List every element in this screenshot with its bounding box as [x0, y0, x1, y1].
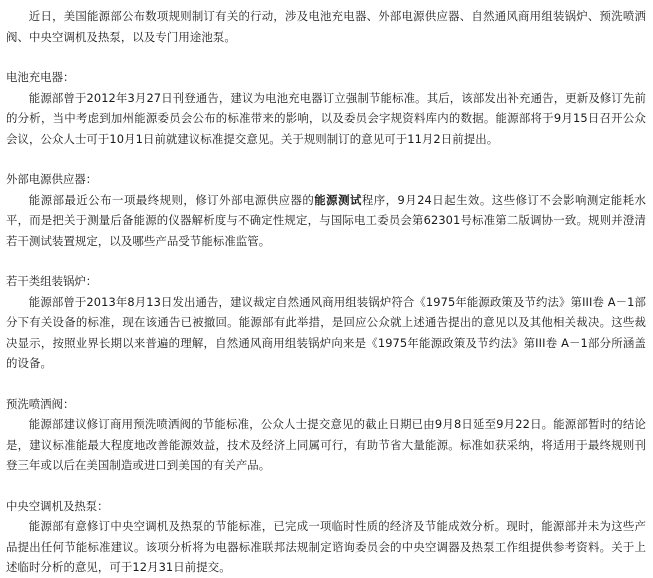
section-heading-battery-charger: 电池充电器：: [6, 70, 75, 84]
body-text-part: 能源部最近公布一项最终规则，修订外部电源供应器的: [28, 192, 315, 207]
section-heading-prerinse-spray-valves: 预洗喷洒阀：: [6, 396, 75, 411]
bold-term-energy-test: 能源测试: [314, 192, 362, 207]
section-body-external-power-supply: [6, 190, 646, 252]
section-body-battery-charger: 能源部曾于2012年3月27日刊登通告，建议为电池充电器订立强制节能标准。其后，该部发出补充通告，更新及修订先前的分析，当中考虑到加州能源委员会公布的标准带来的影响，以及委员会字规资料库内的数据。能源部将于9月15日召开公众会议，公众人士可于10月1日前就建议标准提交意见。关于规则制订的意见可于11月2日前提出。: [6, 90, 646, 146]
spacer: [6, 251, 646, 271]
intro-paragraph: 近日，美国能源部公布数项规则制订有关的行动，涉及电池充电器、外部电源供应器、自然通风商用组装锅炉、预洗喷洒阀、中央空调机及热泵，以及专门用途池泵。: [6, 9, 646, 44]
spacer: [6, 47, 646, 67]
section-body-packaged-boilers: 能源部曾于2013年8月13日发出通告，建议裁定自然通风商用组装锅炉符合《1975年能源政策及节约法》第III卷 A－1部分下有关设备的标准，现在该通告已被撤回。能源部有此举措，是回应公众就上述通告提出的意见以及其他相关裁决。这些裁决显示，按照业界长期以来普遍的理解，自然通风商用组装锅炉向来是《1975年能源政策及节约法》第III卷 A－1部分所涵盖的设备。: [6, 294, 646, 370]
section-heading-external-power-supply: 外部电源供应器：: [6, 172, 98, 186]
section-body-central-ac-heat-pumps: 能源部有意修订中央空调机及热泵的节能标准，已完成一项临时性质的经济及节能成效分析。现时，能源部并未为这些产品提出任何节能标准建议。该项分析将为电器标准联邦法规制定谘询委员会的中央空调器及热泵工作组提供参考资料。关于上述临时分析的意见，可于12月31日前提交。: [6, 519, 646, 574]
body-text-part: 程序，9月24日起生效。这些修订不会影响测定能耗水平，而是把关于测量后备能源的仪器解析度与不确定性规定，与国际电工委员会第62301号标准第二版调协一致。规则并澄清若干测试装置规定，以及哪些产品受节能标准监管。: [6, 192, 647, 248]
spacer: [6, 149, 646, 169]
section-heading-packaged-boilers: 若干类组装锅炉：: [6, 274, 98, 288]
spacer: [6, 476, 646, 496]
section-heading-central-ac-heat-pumps: 中央空调机及热泵：: [6, 498, 109, 513]
section-body-prerinse-spray-valves: 能源部建议修订商用预洗喷洒阀的节能标准，公众人士提交意见的截止日期已由9月8日延至9月22日。能源部暂时的结论是，建议标准能最大程度地改善能源效益，技术及经济上同属可行，有助节省大量能源。标准如获采纳，将适用于最终规则刊登三年或以后在美国制造或进口到美国的有关产品。: [6, 417, 646, 472]
spacer: [6, 374, 646, 394]
